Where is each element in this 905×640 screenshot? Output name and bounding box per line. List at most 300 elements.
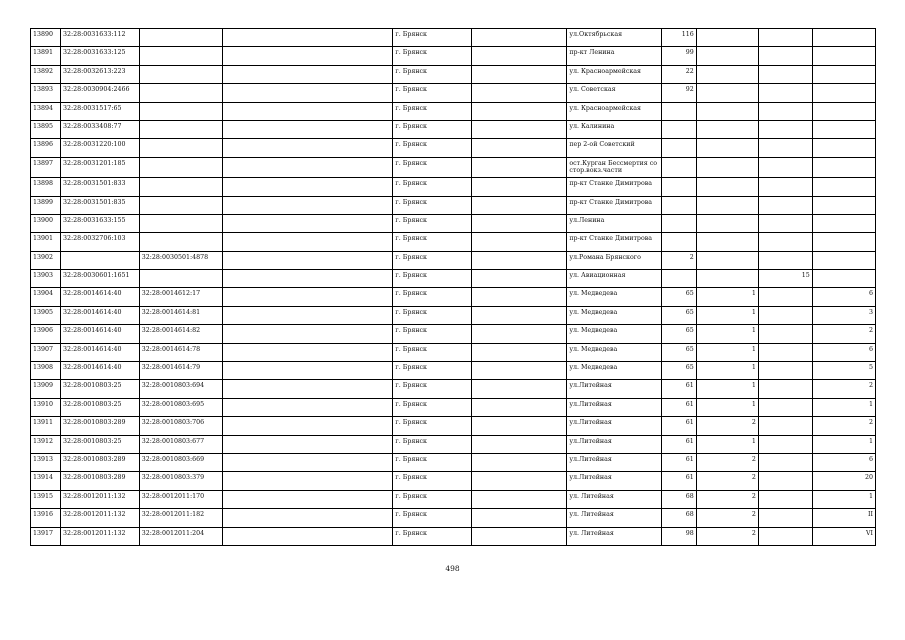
cell-record-number: 13908 — [31, 362, 61, 380]
cell-building: 2 — [696, 490, 758, 508]
cell-cadastral-number-premises: 32:28:0014612:17 — [139, 288, 222, 306]
cell-extra — [758, 435, 812, 453]
cell-city: г. Брянск — [393, 325, 472, 343]
cell-building — [696, 251, 758, 269]
cell-apartment — [812, 251, 875, 269]
table-row — [31, 380, 876, 398]
cell-street: ул.Литейная — [567, 435, 661, 453]
cell-blank-column-2 — [472, 325, 567, 343]
cell-apartment: II — [812, 509, 875, 527]
cell-blank-column-2 — [472, 65, 567, 83]
cell-cadastral-number-premises: 32:28:0014614:79 — [139, 362, 222, 380]
cell-extra — [758, 509, 812, 527]
cell-cadastral-number-premises — [139, 102, 222, 120]
cell-cadastral-number-land: 32:28:0014614:40 — [61, 325, 140, 343]
cell-blank-column — [222, 325, 393, 343]
cell-house-number: 98 — [661, 527, 696, 545]
cell-apartment — [812, 102, 875, 120]
cell-record-number: 13913 — [31, 453, 61, 471]
cell-building: 2 — [696, 453, 758, 471]
cell-extra — [758, 47, 812, 65]
cell-apartment: 2 — [812, 325, 875, 343]
cell-house-number: 61 — [661, 453, 696, 471]
table-row — [31, 65, 876, 83]
cell-city: г. Брянск — [393, 417, 472, 435]
table-row — [31, 490, 876, 508]
cell-building — [696, 29, 758, 47]
cell-apartment: VI — [812, 527, 875, 545]
cell-record-number: 13893 — [31, 84, 61, 102]
cell-building — [696, 47, 758, 65]
cell-blank-column-2 — [472, 398, 567, 416]
cell-city: г. Брянск — [393, 398, 472, 416]
cell-house-number: 65 — [661, 325, 696, 343]
cell-blank-column — [222, 453, 393, 471]
table-row — [31, 527, 876, 545]
page-number: 498 — [445, 564, 460, 573]
cell-city: г. Брянск — [393, 453, 472, 471]
cell-city: г. Брянск — [393, 435, 472, 453]
cell-cadastral-number-land: 32:28:0010803:25 — [61, 435, 140, 453]
cell-house-number — [661, 102, 696, 120]
cell-record-number: 13907 — [31, 343, 61, 361]
cell-city: г. Брянск — [393, 29, 472, 47]
cell-city: г. Брянск — [393, 380, 472, 398]
cell-house-number: 61 — [661, 398, 696, 416]
cell-street: ул. Красноармейская — [567, 65, 661, 83]
cell-house-number: 92 — [661, 84, 696, 102]
cell-record-number: 13891 — [31, 47, 61, 65]
cell-apartment — [812, 214, 875, 232]
cell-blank-column — [222, 29, 393, 47]
cell-cadastral-number-land: 32:28:0030601:1651 — [61, 270, 140, 288]
cell-cadastral-number-land: 32:28:0014614:40 — [61, 288, 140, 306]
cell-cadastral-number-land: 32:28:0031201:185 — [61, 157, 140, 177]
cell-blank-column-2 — [472, 472, 567, 490]
cell-record-number: 13904 — [31, 288, 61, 306]
table-row — [31, 343, 876, 361]
cell-house-number — [661, 214, 696, 232]
cell-blank-column — [222, 306, 393, 324]
cell-street: ул. Медведева — [567, 362, 661, 380]
cell-extra — [758, 306, 812, 324]
cell-cadastral-number-premises: 32:28:0012011:170 — [139, 490, 222, 508]
cell-cadastral-number-land: 32:28:0010803:289 — [61, 453, 140, 471]
cell-city: г. Брянск — [393, 178, 472, 196]
cell-street: ул. Литейная — [567, 509, 661, 527]
cell-cadastral-number-land: 32:28:0010803:25 — [61, 380, 140, 398]
cell-extra — [758, 233, 812, 251]
cell-cadastral-number-premises — [139, 120, 222, 138]
cell-blank-column-2 — [472, 29, 567, 47]
cell-record-number: 13902 — [31, 251, 61, 269]
cell-cadastral-number-premises — [139, 196, 222, 214]
cell-extra — [758, 472, 812, 490]
cell-cadastral-number-premises: 32:28:0010803:677 — [139, 435, 222, 453]
cell-cadastral-number-land: 32:28:0031633:125 — [61, 47, 140, 65]
cell-blank-column-2 — [472, 270, 567, 288]
cell-house-number: 99 — [661, 47, 696, 65]
cell-cadastral-number-land: 32:28:0031501:833 — [61, 178, 140, 196]
cell-city: г. Брянск — [393, 47, 472, 65]
cell-house-number — [661, 196, 696, 214]
cell-record-number: 13917 — [31, 527, 61, 545]
cell-cadastral-number-land: 32:28:0012011:132 — [61, 527, 140, 545]
cell-cadastral-number-premises: 32:28:0010803:669 — [139, 453, 222, 471]
cell-street: ул.Литейная — [567, 453, 661, 471]
cell-blank-column — [222, 214, 393, 232]
cell-street: ул.Ленина — [567, 214, 661, 232]
cell-house-number — [661, 178, 696, 196]
cell-street: ул. Медведева — [567, 343, 661, 361]
cell-city: г. Брянск — [393, 196, 472, 214]
cell-city: г. Брянск — [393, 139, 472, 157]
table-row — [31, 472, 876, 490]
cell-record-number: 13912 — [31, 435, 61, 453]
cell-blank-column — [222, 398, 393, 416]
cell-blank-column — [222, 509, 393, 527]
cell-street: пр-кт Станке Димитрова — [567, 233, 661, 251]
property-registry-table — [30, 28, 876, 546]
cell-cadastral-number-land: 32:28:0032706:103 — [61, 233, 140, 251]
cell-blank-column-2 — [472, 84, 567, 102]
cell-extra — [758, 453, 812, 471]
cell-building: 2 — [696, 472, 758, 490]
cell-house-number: 116 — [661, 29, 696, 47]
cell-extra — [758, 65, 812, 83]
cell-apartment: 3 — [812, 306, 875, 324]
cell-blank-column-2 — [472, 362, 567, 380]
cell-cadastral-number-premises — [139, 157, 222, 177]
table-row — [31, 84, 876, 102]
cell-extra — [758, 362, 812, 380]
cell-apartment: 6 — [812, 288, 875, 306]
cell-house-number — [661, 233, 696, 251]
cell-building: 1 — [696, 435, 758, 453]
cell-building: 1 — [696, 343, 758, 361]
cell-blank-column — [222, 435, 393, 453]
cell-street: ул. Медведева — [567, 325, 661, 343]
cell-city: г. Брянск — [393, 472, 472, 490]
cell-blank-column — [222, 139, 393, 157]
cell-cadastral-number-premises: 32:28:0010803:695 — [139, 398, 222, 416]
cell-blank-column-2 — [472, 343, 567, 361]
cell-blank-column-2 — [472, 139, 567, 157]
cell-extra — [758, 325, 812, 343]
cell-house-number: 22 — [661, 65, 696, 83]
table-row — [31, 251, 876, 269]
cell-city: г. Брянск — [393, 84, 472, 102]
cell-apartment: 2 — [812, 417, 875, 435]
cell-blank-column — [222, 47, 393, 65]
cell-extra — [758, 84, 812, 102]
cell-record-number: 13915 — [31, 490, 61, 508]
cell-blank-column-2 — [472, 380, 567, 398]
cell-extra — [758, 398, 812, 416]
cell-cadastral-number-premises — [139, 233, 222, 251]
cell-street: пр-кт Станке Димитрова — [567, 178, 661, 196]
cell-building: 1 — [696, 325, 758, 343]
cell-blank-column — [222, 472, 393, 490]
cell-blank-column-2 — [472, 288, 567, 306]
cell-extra — [758, 251, 812, 269]
cell-apartment: 20 — [812, 472, 875, 490]
cell-street: ул.Октябрьская — [567, 29, 661, 47]
cell-house-number: 65 — [661, 288, 696, 306]
cell-street: пер 2-ой Советский — [567, 139, 661, 157]
cell-house-number: 65 — [661, 343, 696, 361]
cell-house-number — [661, 157, 696, 177]
cell-blank-column — [222, 65, 393, 83]
cell-blank-column — [222, 233, 393, 251]
cell-city: г. Брянск — [393, 120, 472, 138]
cell-building: 2 — [696, 527, 758, 545]
cell-building: 1 — [696, 362, 758, 380]
cell-record-number: 13911 — [31, 417, 61, 435]
cell-cadastral-number-premises — [139, 178, 222, 196]
cell-extra — [758, 178, 812, 196]
cell-city: г. Брянск — [393, 157, 472, 177]
cell-apartment — [812, 178, 875, 196]
cell-street: ул. Медведева — [567, 288, 661, 306]
cell-record-number: 13916 — [31, 509, 61, 527]
table-row — [31, 509, 876, 527]
cell-extra — [758, 380, 812, 398]
cell-cadastral-number-premises — [139, 65, 222, 83]
cell-blank-column — [222, 490, 393, 508]
cell-street: ул.Литейная — [567, 417, 661, 435]
cell-blank-column — [222, 343, 393, 361]
cell-cadastral-number-land: 32:28:0033408:77 — [61, 120, 140, 138]
cell-building — [696, 157, 758, 177]
cell-cadastral-number-land: 32:28:0032613:223 — [61, 65, 140, 83]
cell-street: ул. Красноармейская — [567, 102, 661, 120]
cell-building — [696, 102, 758, 120]
cell-building: 2 — [696, 509, 758, 527]
cell-cadastral-number-land: 32:28:0031220:100 — [61, 139, 140, 157]
cell-blank-column — [222, 102, 393, 120]
cell-blank-column-2 — [472, 509, 567, 527]
cell-blank-column — [222, 270, 393, 288]
cell-house-number: 61 — [661, 435, 696, 453]
table-row — [31, 306, 876, 324]
cell-building: 1 — [696, 398, 758, 416]
cell-apartment — [812, 139, 875, 157]
table-row — [31, 417, 876, 435]
cell-house-number: 61 — [661, 380, 696, 398]
cell-street: ул. Литейная — [567, 527, 661, 545]
table-row — [31, 29, 876, 47]
cell-cadastral-number-land: 32:28:0010803:289 — [61, 417, 140, 435]
cell-apartment: 1 — [812, 398, 875, 416]
table-row — [31, 270, 876, 288]
cell-extra — [758, 157, 812, 177]
cell-city: г. Брянск — [393, 306, 472, 324]
cell-city: г. Брянск — [393, 490, 472, 508]
table-row — [31, 196, 876, 214]
table-row — [31, 102, 876, 120]
cell-apartment: 2 — [812, 380, 875, 398]
cell-cadastral-number-premises: 32:28:0010803:694 — [139, 380, 222, 398]
cell-house-number: 68 — [661, 509, 696, 527]
cell-apartment — [812, 65, 875, 83]
cell-apartment: 6 — [812, 453, 875, 471]
cell-building: 1 — [696, 306, 758, 324]
cell-city: г. Брянск — [393, 527, 472, 545]
table-row — [31, 214, 876, 232]
cell-cadastral-number-land: 32:28:0014614:40 — [61, 362, 140, 380]
cell-street: ул.Романа Брянского — [567, 251, 661, 269]
table-row — [31, 47, 876, 65]
cell-cadastral-number-land: 32:28:0030904:2466 — [61, 84, 140, 102]
cell-city: г. Брянск — [393, 102, 472, 120]
cell-city: г. Брянск — [393, 251, 472, 269]
cell-cadastral-number-premises — [139, 214, 222, 232]
cell-street: ул. Медведева — [567, 306, 661, 324]
cell-building — [696, 233, 758, 251]
table-row — [31, 362, 876, 380]
cell-blank-column-2 — [472, 196, 567, 214]
cell-apartment: 5 — [812, 362, 875, 380]
cell-building — [696, 270, 758, 288]
cell-cadastral-number-premises: 32:28:0012011:182 — [139, 509, 222, 527]
cell-blank-column-2 — [472, 417, 567, 435]
cell-record-number: 13899 — [31, 196, 61, 214]
cell-extra — [758, 288, 812, 306]
cell-extra — [758, 102, 812, 120]
cell-city: г. Брянск — [393, 509, 472, 527]
table-row — [31, 453, 876, 471]
cell-blank-column — [222, 84, 393, 102]
cell-blank-column-2 — [472, 527, 567, 545]
cell-blank-column — [222, 380, 393, 398]
cell-cadastral-number-premises — [139, 270, 222, 288]
cell-street: пр-кт Станке Димитрова — [567, 196, 661, 214]
cell-cadastral-number-land: 32:28:0014614:40 — [61, 343, 140, 361]
cell-building — [696, 214, 758, 232]
cell-blank-column — [222, 288, 393, 306]
cell-cadastral-number-premises: 32:28:0014614:82 — [139, 325, 222, 343]
cell-house-number — [661, 270, 696, 288]
cell-building — [696, 84, 758, 102]
cell-cadastral-number-land: 32:28:0012011:132 — [61, 509, 140, 527]
cell-cadastral-number-premises: 32:28:0010803:379 — [139, 472, 222, 490]
cell-extra — [758, 214, 812, 232]
cell-blank-column — [222, 157, 393, 177]
cell-extra — [758, 417, 812, 435]
table-row — [31, 233, 876, 251]
cell-blank-column-2 — [472, 435, 567, 453]
cell-cadastral-number-land: 32:28:0031501:835 — [61, 196, 140, 214]
cell-record-number: 13897 — [31, 157, 61, 177]
cell-blank-column-2 — [472, 490, 567, 508]
cell-cadastral-number-premises — [139, 29, 222, 47]
cell-blank-column-2 — [472, 47, 567, 65]
cell-record-number: 13898 — [31, 178, 61, 196]
cell-extra — [758, 139, 812, 157]
cell-city: г. Брянск — [393, 288, 472, 306]
cell-house-number: 61 — [661, 472, 696, 490]
cell-building: 2 — [696, 417, 758, 435]
cell-house-number: 61 — [661, 417, 696, 435]
cell-record-number: 13906 — [31, 325, 61, 343]
cell-record-number: 13890 — [31, 29, 61, 47]
cell-cadastral-number-land: 32:28:0012011:132 — [61, 490, 140, 508]
table-row — [31, 435, 876, 453]
cell-cadastral-number-premises: 32:28:0014614:78 — [139, 343, 222, 361]
cell-record-number: 13905 — [31, 306, 61, 324]
cell-extra — [758, 490, 812, 508]
cell-blank-column-2 — [472, 251, 567, 269]
cell-cadastral-number-premises: 32:28:0030501:4878 — [139, 251, 222, 269]
table-row — [31, 178, 876, 196]
table-row — [31, 325, 876, 343]
cell-cadastral-number-land: 32:28:0031633:155 — [61, 214, 140, 232]
cell-extra — [758, 120, 812, 138]
cell-blank-column-2 — [472, 233, 567, 251]
cell-city: г. Брянск — [393, 233, 472, 251]
cell-blank-column — [222, 251, 393, 269]
cell-apartment — [812, 233, 875, 251]
cell-extra — [758, 196, 812, 214]
cell-building: 1 — [696, 380, 758, 398]
cell-apartment — [812, 47, 875, 65]
cell-record-number: 13892 — [31, 65, 61, 83]
cell-record-number: 13896 — [31, 139, 61, 157]
cell-blank-column-2 — [472, 306, 567, 324]
table-row — [31, 288, 876, 306]
table-row — [31, 398, 876, 416]
cell-blank-column-2 — [472, 102, 567, 120]
cell-cadastral-number-premises: 32:28:0012011:204 — [139, 527, 222, 545]
cell-building — [696, 178, 758, 196]
cell-street: ул. Авиационная — [567, 270, 661, 288]
cell-cadastral-number-land: 32:28:0031517:65 — [61, 102, 140, 120]
cell-street: ул. Калинина — [567, 120, 661, 138]
cell-blank-column — [222, 362, 393, 380]
cell-extra — [758, 527, 812, 545]
cell-blank-column — [222, 196, 393, 214]
cell-apartment: 1 — [812, 435, 875, 453]
cell-building — [696, 196, 758, 214]
cell-record-number: 13895 — [31, 120, 61, 138]
cell-cadastral-number-premises — [139, 47, 222, 65]
cell-cadastral-number-premises: 32:28:0010803:706 — [139, 417, 222, 435]
cell-blank-column-2 — [472, 157, 567, 177]
cell-record-number: 13910 — [31, 398, 61, 416]
cell-building — [696, 65, 758, 83]
cell-blank-column — [222, 417, 393, 435]
cell-street: ул. Советская — [567, 84, 661, 102]
cell-cadastral-number-premises — [139, 84, 222, 102]
cell-apartment — [812, 196, 875, 214]
cell-extra — [758, 29, 812, 47]
cell-cadastral-number-land — [61, 251, 140, 269]
cell-cadastral-number-land: 32:28:0010803:25 — [61, 398, 140, 416]
cell-extra — [758, 343, 812, 361]
cell-blank-column — [222, 527, 393, 545]
cell-street: ул. Литейная — [567, 490, 661, 508]
cell-street: ост.Курган Бессмертия со стор.вокз.части — [567, 157, 661, 177]
cell-apartment: 6 — [812, 343, 875, 361]
cell-city: г. Брянск — [393, 65, 472, 83]
cell-record-number: 13901 — [31, 233, 61, 251]
cell-building — [696, 120, 758, 138]
table-row — [31, 139, 876, 157]
cell-blank-column-2 — [472, 453, 567, 471]
cell-city: г. Брянск — [393, 362, 472, 380]
cell-cadastral-number-land: 32:28:0031633:112 — [61, 29, 140, 47]
